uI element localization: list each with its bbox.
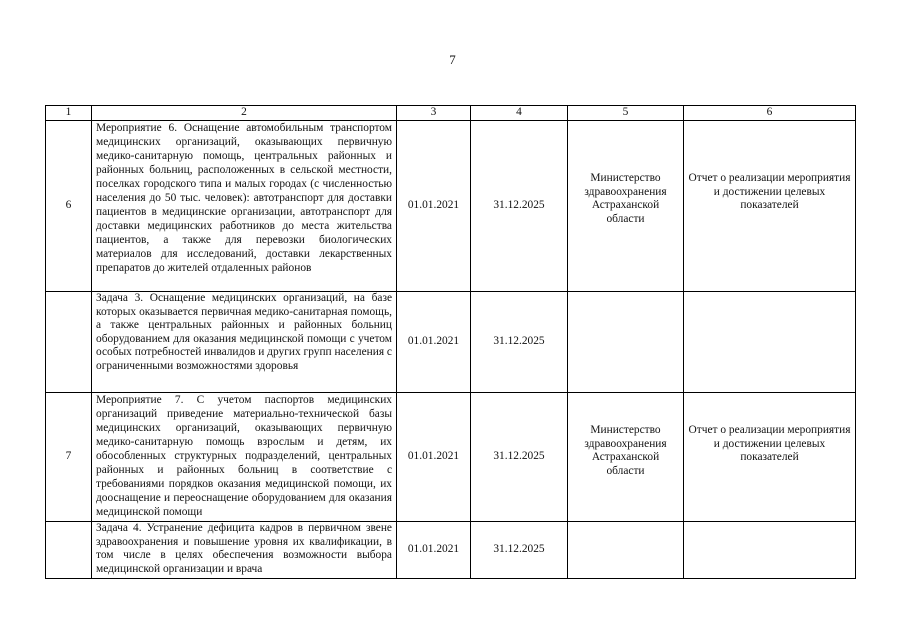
start-date: 01.01.2021 bbox=[397, 121, 471, 292]
table-row bbox=[46, 522, 856, 579]
column-header: 4 bbox=[471, 106, 568, 121]
expected-result: Отчет о реализации мероприятия и достижении целевых показателей bbox=[684, 393, 856, 522]
responsible-executor: Министерство здравоохранения Астраханской области bbox=[568, 121, 684, 292]
column-header: 3 bbox=[397, 106, 471, 121]
expected-result bbox=[684, 292, 856, 393]
page-number: 7 bbox=[449, 52, 456, 67]
row-number: 6 bbox=[46, 121, 92, 292]
measure-description: Задача 4. Устранение дефицита кадров в первичном звене здравоохранения и повышение уровня их квалификации, в том числе в целях обеспечения возможности выбора медицинской организации и врача bbox=[92, 522, 397, 579]
column-header: 6 bbox=[684, 106, 856, 121]
measure-description: Мероприятие 6. Оснащение автомобильным транспортом медицинских организаций, оказывающих первичную медико-санитарную помощь, центральных районных и районных больниц, расположенных в сельской местности, поселках городского типа и малых городах (с численностью населения до 50 тыс. человек): автотранспорт для доставки пациентов в медицинские организации, автотранспорт для доставки медицинских работников до места жительства пациентов, а также для перевозки биологических материалов для исследований, доставки лекарственных препаратов до жителей отдаленных районов bbox=[92, 121, 397, 292]
measure-description: Мероприятие 7. С учетом паспортов медицинских организаций приведение материально-технической базы медицинских организаций, оказывающих первичную медико-санитарную помощь взрослым и детям, их обособленных структурных подразделений, центральных районных и районных больниц в соответствие с требованиями порядков оказания медицинской помощи, их дооснащение и переоснащение оборудованием для оказания медицинской помощи bbox=[92, 393, 397, 522]
end-date: 31.12.2025 bbox=[471, 292, 568, 393]
responsible-executor bbox=[568, 522, 684, 579]
row-number bbox=[46, 522, 92, 579]
column-header: 2 bbox=[92, 106, 397, 121]
table-header-row bbox=[46, 106, 856, 121]
end-date: 31.12.2025 bbox=[471, 393, 568, 522]
table-row bbox=[46, 121, 856, 292]
start-date: 01.01.2021 bbox=[397, 393, 471, 522]
row-number: 7 bbox=[46, 393, 92, 522]
end-date: 31.12.2025 bbox=[471, 121, 568, 292]
table-row bbox=[46, 292, 856, 393]
start-date: 01.01.2021 bbox=[397, 292, 471, 393]
column-header: 5 bbox=[568, 106, 684, 121]
start-date: 01.01.2021 bbox=[397, 522, 471, 579]
measures-table bbox=[45, 105, 856, 579]
table-row bbox=[46, 393, 856, 522]
expected-result bbox=[684, 522, 856, 579]
expected-result: Отчет о реализации мероприятия и достижении целевых показателей bbox=[684, 121, 856, 292]
column-header: 1 bbox=[46, 106, 92, 121]
measure-description: Задача 3. Оснащение медицинских организаций, на базе которых оказывается первичная медико-санитарная помощь, а также центральных районных и районных больниц оборудованием для оказания медицинской помощи с учетом особых потребностей инвалидов и других групп населения с ограниченными возможностями здоровья bbox=[92, 292, 397, 393]
end-date: 31.12.2025 bbox=[471, 522, 568, 579]
row-number bbox=[46, 292, 92, 393]
responsible-executor: Министерство здравоохранения Астраханской области bbox=[568, 393, 684, 522]
responsible-executor bbox=[568, 292, 684, 393]
